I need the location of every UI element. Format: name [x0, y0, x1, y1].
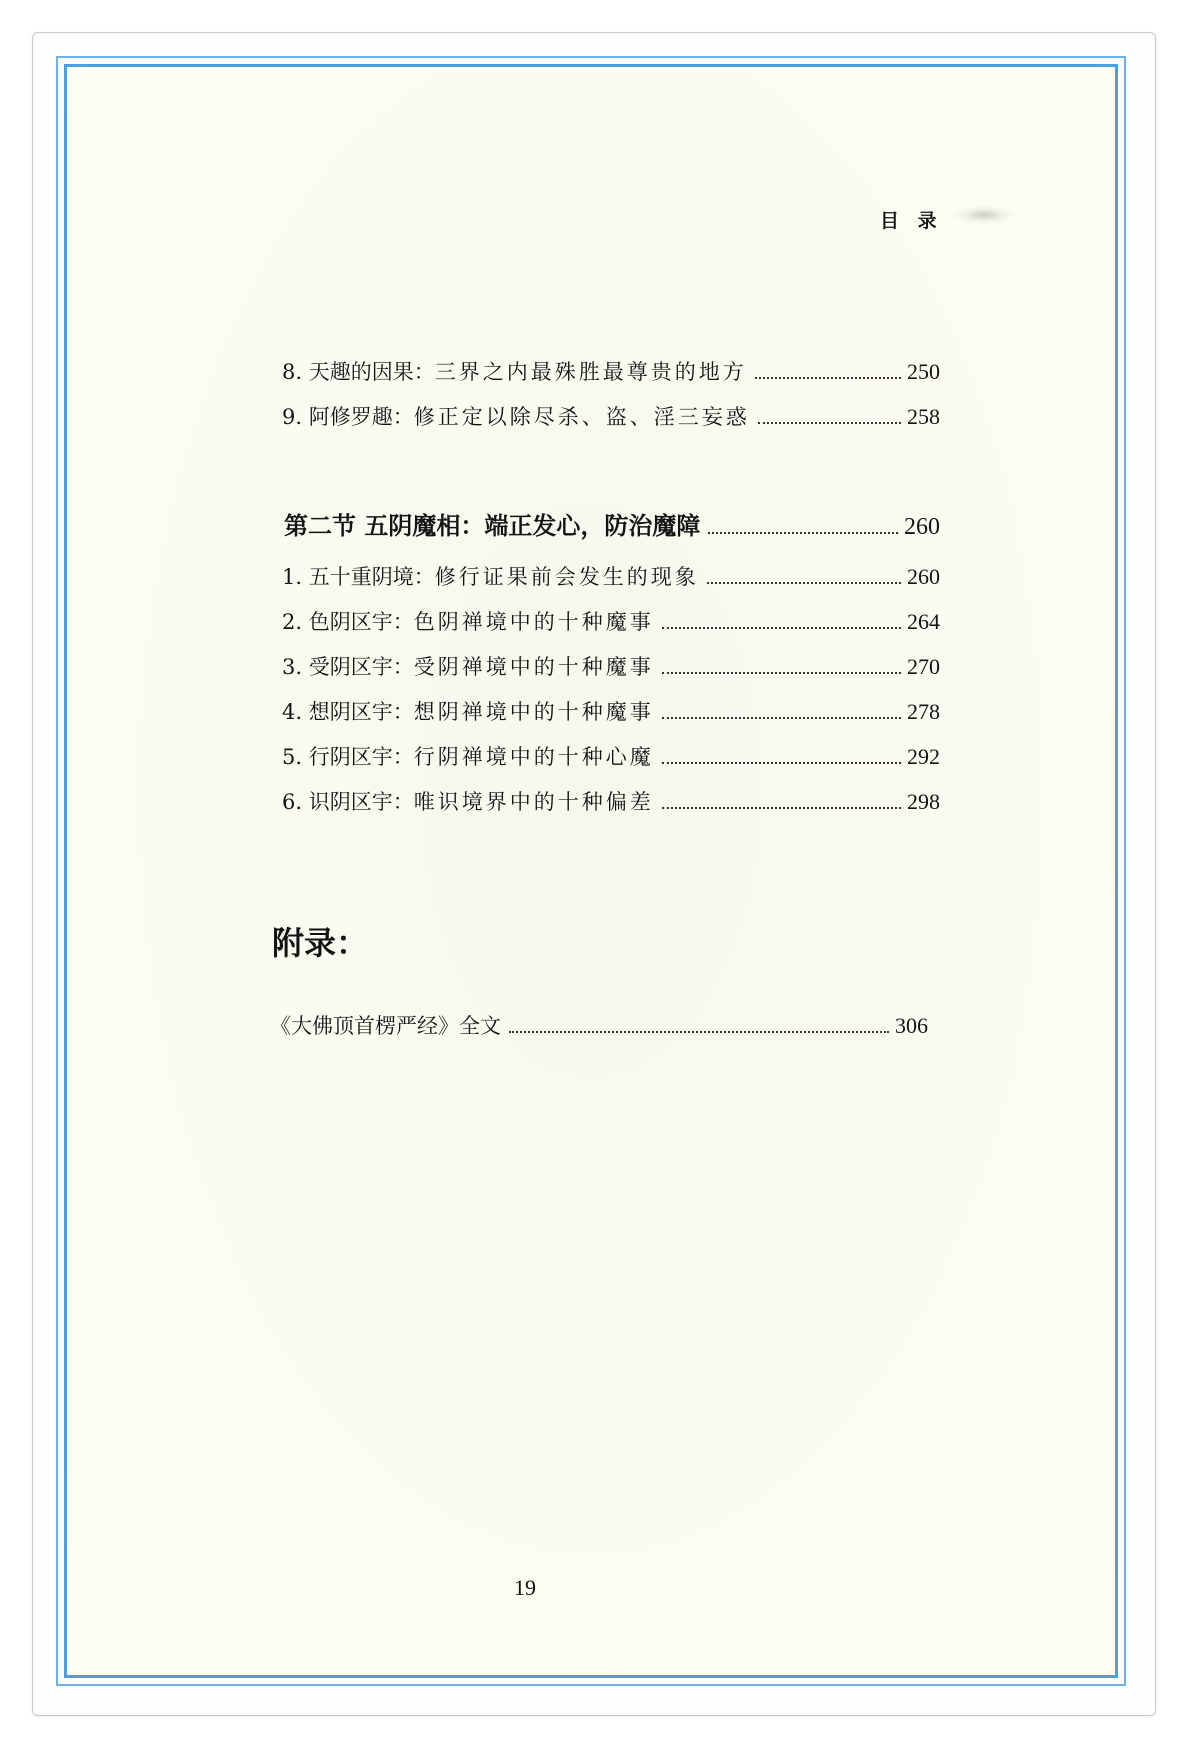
section-page: 260: [904, 514, 940, 540]
toc-entry[interactable]: [282, 561, 940, 591]
dot-leader: [755, 377, 901, 379]
toc-entry[interactable]: [282, 356, 940, 386]
entry-page: 270: [907, 654, 940, 679]
dot-leader: [662, 762, 901, 764]
ink-smudge: [955, 206, 1013, 224]
page-frame: [64, 64, 1118, 1678]
entry-label: 9. 阿修罗趣：: [282, 405, 414, 429]
appendix-entry-page: 306: [895, 1013, 928, 1038]
dot-leader: [662, 627, 901, 629]
toc-appendix-entry[interactable]: [270, 1010, 928, 1040]
entry-page: 292: [907, 744, 940, 769]
page-number: 19: [514, 1575, 536, 1600]
entry-page: 298: [907, 789, 940, 814]
entry-label: 4. 想阴区宇：: [282, 700, 414, 724]
entry-page: 258: [907, 404, 940, 429]
dot-leader: [662, 807, 901, 809]
entry-page: 250: [907, 359, 940, 384]
entry-label: 8. 天趣的因果：: [282, 360, 435, 384]
toc-entry[interactable]: [282, 606, 940, 636]
appendix-entry-label: 《大佛顶首楞严经》全文: [270, 1014, 501, 1038]
entry-subtitle: 受阴禅境中的十种魔事: [413, 655, 654, 679]
toc-entry[interactable]: [282, 741, 940, 771]
entry-subtitle: 行阴禅境中的十种心魔: [413, 745, 654, 769]
toc-entry[interactable]: [282, 696, 940, 726]
toc-entry[interactable]: [282, 401, 940, 431]
entry-label: 5. 行阴区宇：: [282, 745, 414, 769]
entry-label: 1. 五十重阴境：: [282, 565, 435, 589]
entry-subtitle: 想阴禅境中的十种魔事: [413, 700, 654, 724]
dot-leader: [662, 672, 901, 674]
entry-subtitle: 唯识境界中的十种偏差: [413, 790, 654, 814]
entry-label: 3. 受阴区宇：: [282, 655, 414, 679]
entry-label: 2. 色阴区宇：: [282, 610, 414, 634]
dot-leader: [509, 1031, 889, 1033]
dot-leader: [708, 532, 898, 534]
entry-page: 260: [907, 564, 940, 589]
entry-subtitle: 色阴禅境中的十种魔事: [413, 610, 654, 634]
section-label: 第二节 五阴魔相：端正发心，防治魔障: [284, 512, 701, 540]
dot-leader: [662, 717, 901, 719]
dot-leader: [707, 582, 901, 584]
toc-entry[interactable]: [282, 786, 940, 816]
entry-subtitle: 修正定以除尽杀、盗、淫三妄惑: [413, 405, 750, 429]
entry-subtitle: 三界之内最殊胜最尊贵的地方: [434, 360, 747, 384]
toc-entry[interactable]: [282, 651, 940, 681]
appendix-heading: 附录：: [272, 924, 369, 962]
toc-section-heading[interactable]: [284, 506, 940, 541]
entry-label: 6. 识阴区宇：: [282, 790, 414, 814]
dot-leader: [758, 422, 901, 424]
entry-page: 278: [907, 699, 940, 724]
entry-page: 264: [907, 609, 940, 634]
running-head: 目 录: [880, 210, 943, 232]
entry-subtitle: 修行证果前会发生的现象: [434, 565, 699, 589]
